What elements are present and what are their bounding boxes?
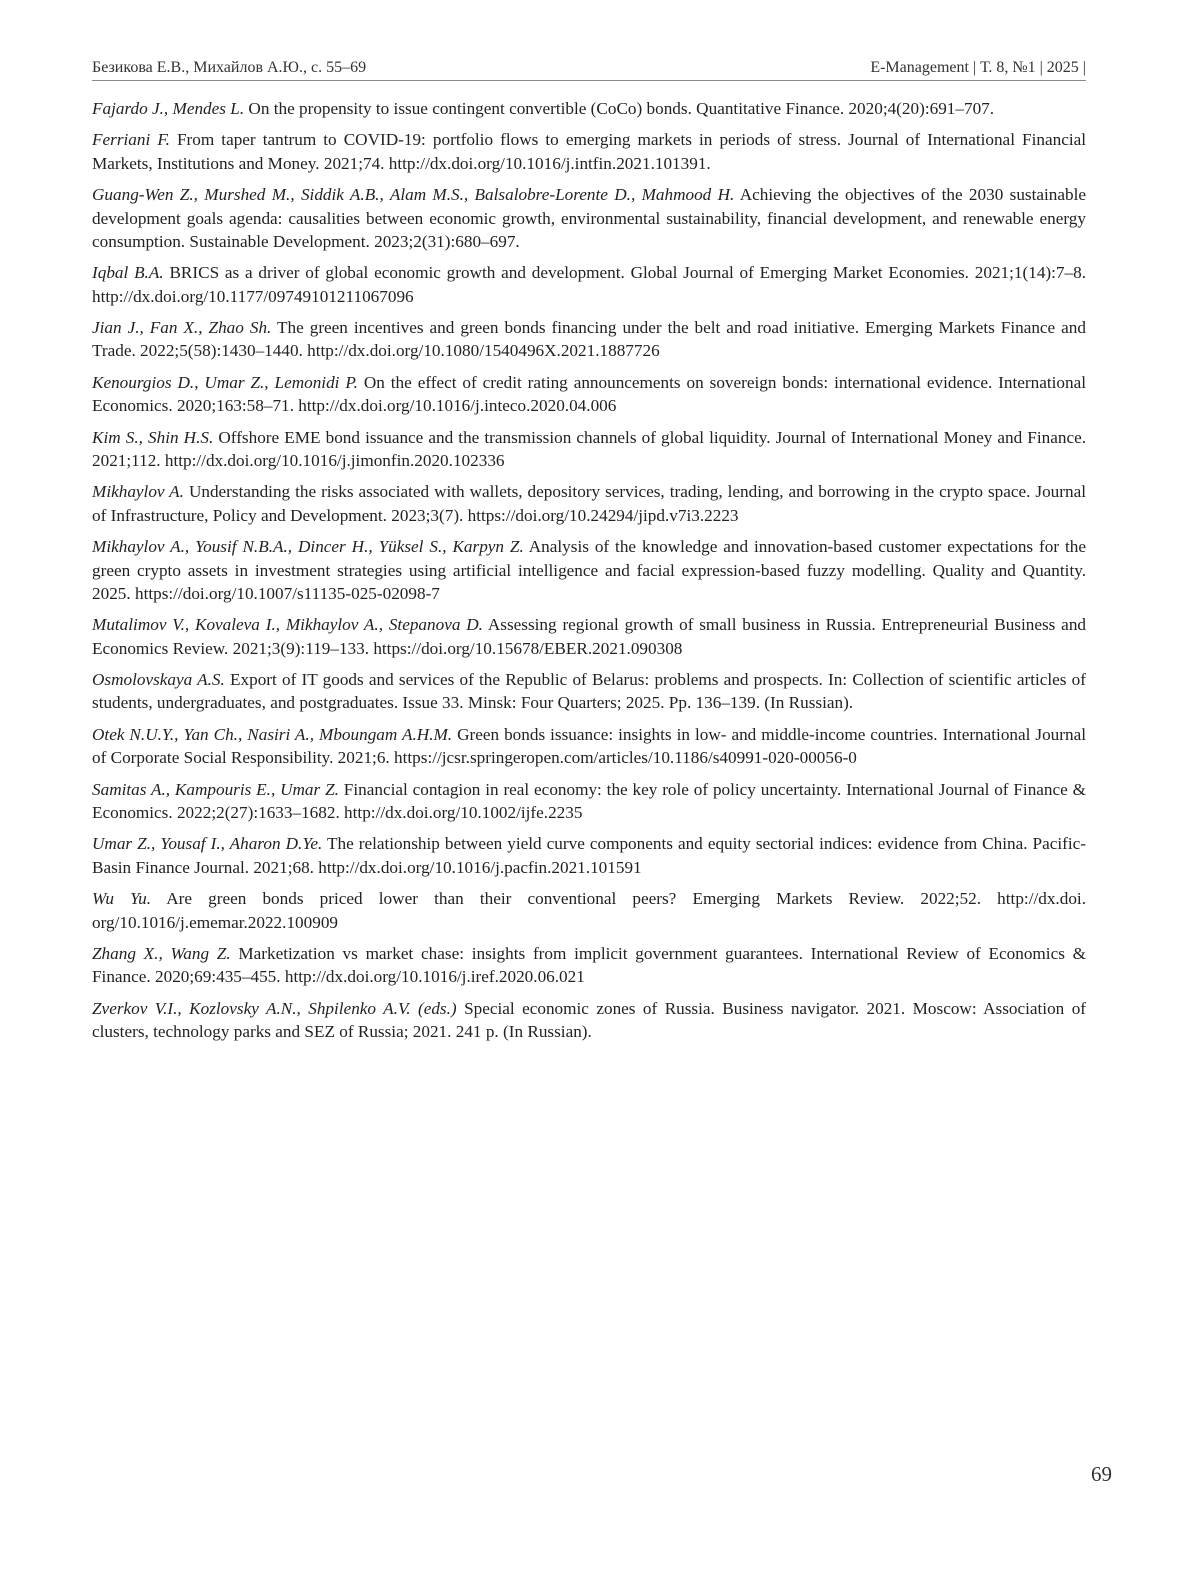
reference-text: From taper tantrum to COVID-19: portfolio flows to emerging markets in periods of stress. Journal of Internation­al Financial Markets, Institutions and Money. 2021;74. http://dx.doi.org/10.1016/j.intfin.2021.101391.: [92, 130, 1086, 172]
reference-item: [92, 97, 1086, 120]
reference-authors: Wu Yu.: [92, 889, 151, 908]
reference-item: [92, 371, 1086, 418]
reference-authors: Kenourgios D., Umar Z., Lemonidi P.: [92, 373, 358, 392]
reference-text: Are green bonds priced lower than their conventional peers? Emerging Markets Review. 2022;52. http://dx.doi.​org/10.1016/j.ememar.2022.100909: [92, 889, 1086, 931]
reference-text: On the effect of credit rating announcements on sovereign bonds: international evidence. International Economics. 2020;163:58–71. http://dx.doi.org/10.1016/j.inteco.2020.04.006: [92, 373, 1086, 415]
reference-authors: Samitas A., Kampouris E., Umar Z.: [92, 780, 339, 799]
reference-item: [92, 778, 1086, 825]
reference-item: [92, 316, 1086, 363]
reference-item: [92, 261, 1086, 308]
reference-text: Financial contagion in real economy: the key role of policy uncertainty. International Jour­nal of Finance & Economics. 2022;2(27):1633–1682. http://dx.doi.org/10.1002/ijfe.2235: [92, 780, 1086, 822]
reference-text: The relationship between yield curve components and equity sectorial indices: evidence from China. Pacific-Basin Finance Journal. 2021;68. http://dx.doi.org/10.1016/j.pacfin.2021.101591: [92, 834, 1086, 876]
reference-authors: Fajardo J., Mendes L.: [92, 99, 244, 118]
reference-item: [92, 723, 1086, 770]
reference-item: [92, 832, 1086, 879]
reference-text: Achieving the objectives of the 2030 sustainable development goals agenda: causalities between economic growth, environmental sustainability, financial develop­ment, and renewable energy consumption. Sustainable Development. 2023;2(31):680–697.: [92, 185, 1086, 251]
running-header: [92, 56, 1086, 81]
reference-item: [92, 942, 1086, 989]
reference-text: On the propensity to issue contingent convertible (CoCo) bonds. Quantitative Finance. 2020;4(20):691–707.: [248, 99, 994, 118]
reference-authors: Guang-Wen Z., Murshed M., Siddik A.B., Alam M.S., Balsalobre-Lorente D., Mahmood H.: [92, 185, 734, 204]
reference-text: Marketization vs market chase: insights from implicit government guarantees. International Review of Eco­nomics & Finance. 2020;69:435–455. http://dx.doi.org/10.1016/j.iref.2020.06.021: [92, 944, 1086, 986]
reference-text: The green incentives and green bonds financing under the belt and road initiative. Emerging Markets Finance and Trade. 2022;5(58):1430–1440. http://dx.doi.org/10.1080/1540496X.2021.1887726: [92, 318, 1086, 360]
reference-authors: Mikhaylov A.: [92, 482, 184, 501]
reference-authors: Kim S., Shin H.S.: [92, 428, 213, 447]
reference-item: [92, 997, 1086, 1044]
reference-authors: Jian J., Fan X., Zhao Sh.: [92, 318, 271, 337]
reference-item: [92, 668, 1086, 715]
reference-authors: Zhang X., Wang Z.: [92, 944, 231, 963]
reference-item: [92, 887, 1086, 934]
reference-item: [92, 535, 1086, 605]
reference-item: [92, 613, 1086, 660]
page-number: 69: [1091, 1460, 1112, 1488]
reference-text: Green bonds issuance: insights in low- and middle-income countries. Inter­national Journal of Corporate Social Responsibility. 2021;6. https://jcsr.springeropen.com/articles/10.1186/s40991-020-00056-0: [92, 725, 1086, 767]
header-journal-issue: E-Management | Т. 8, №1 | 2025 |: [870, 57, 1086, 79]
reference-authors: Osmolovskaya A.S.: [92, 670, 225, 689]
reference-authors: Zverkov V.I., Kozlovsky A.N., Shpilenko A.V. (eds.): [92, 999, 457, 1018]
header-authors-pages: Безикова Е.В., Михайлов А.Ю., с. 55–69: [92, 57, 366, 79]
reference-authors: Ferriani F.: [92, 130, 170, 149]
reference-text: Export of IT goods and services of the Republic of Belarus: problems and prospects. In: Collection of scien­tific articles of students, undergraduates, and postgraduates. Issue 33. Minsk: Four Quarters; 2025. Pp. 136–139. (In Russian).: [92, 670, 1086, 712]
reference-list: [92, 97, 1086, 1052]
reference-item: [92, 183, 1086, 253]
reference-authors: Mikhaylov A., Yousif N.B.A., Dincer H., Yüksel S., Karpyn Z.: [92, 537, 524, 556]
reference-text: Offshore EME bond issuance and the transmission channels of global liquidity. Journal of International Mo­ney and Finance. 2021;112. http://dx.doi.org/10.1016/j.jimonfin.2020.102336: [92, 428, 1086, 470]
reference-item: [92, 128, 1086, 175]
reference-text: Understanding the risks associated with wallets, depository services, trading, lending, and borrowing in the cryp­to space. Journal of Infrastructure, Policy and Development. 2023;3(7). https://doi.org/10.24294/jipd.v7i3.2223: [92, 482, 1086, 524]
reference-authors: Iqbal B.A.: [92, 263, 164, 282]
reference-authors: Mutalimov V., Kovaleva I., Mikhaylov A., Stepanova D.: [92, 615, 483, 634]
reference-text: Special economic zones of Russia. Business navigator. 2021. Moscow: As­sociation of clusters, technology parks and SEZ of Russia; 2021. 241 p. (In Russian).: [92, 999, 1086, 1041]
reference-item: [92, 426, 1086, 473]
reference-authors: Otek N.U.Y., Yan Ch., Nasiri A., Mboungam A.H.M.: [92, 725, 452, 744]
reference-text: Analysis of the knowledge and innovation-based customer ex­pectations for the green crypto assets in investment strategies using artificial intelligence and facial expression-based fuzzy modelling. Quality and Quantity. 2025. https://doi.org/10.1007/s11135-025-02098-7: [92, 537, 1086, 603]
reference-text: Assessing regional growth of small business in Russia. Entrepreneu­rial Business and Economics Review. 2021;3(9):119–133. https://doi.org/10.15678/EBER.2021.090308: [92, 615, 1086, 657]
reference-authors: Umar Z., Yousaf I., Aharon D.Ye.: [92, 834, 322, 853]
reference-text: BRICS as a driver of global economic growth and development. Global Journal of Emerging Market Economies. 2021;1(14):7–8. http://dx.doi.org/10.1177/09749101211067096: [92, 263, 1086, 305]
reference-item: [92, 480, 1086, 527]
